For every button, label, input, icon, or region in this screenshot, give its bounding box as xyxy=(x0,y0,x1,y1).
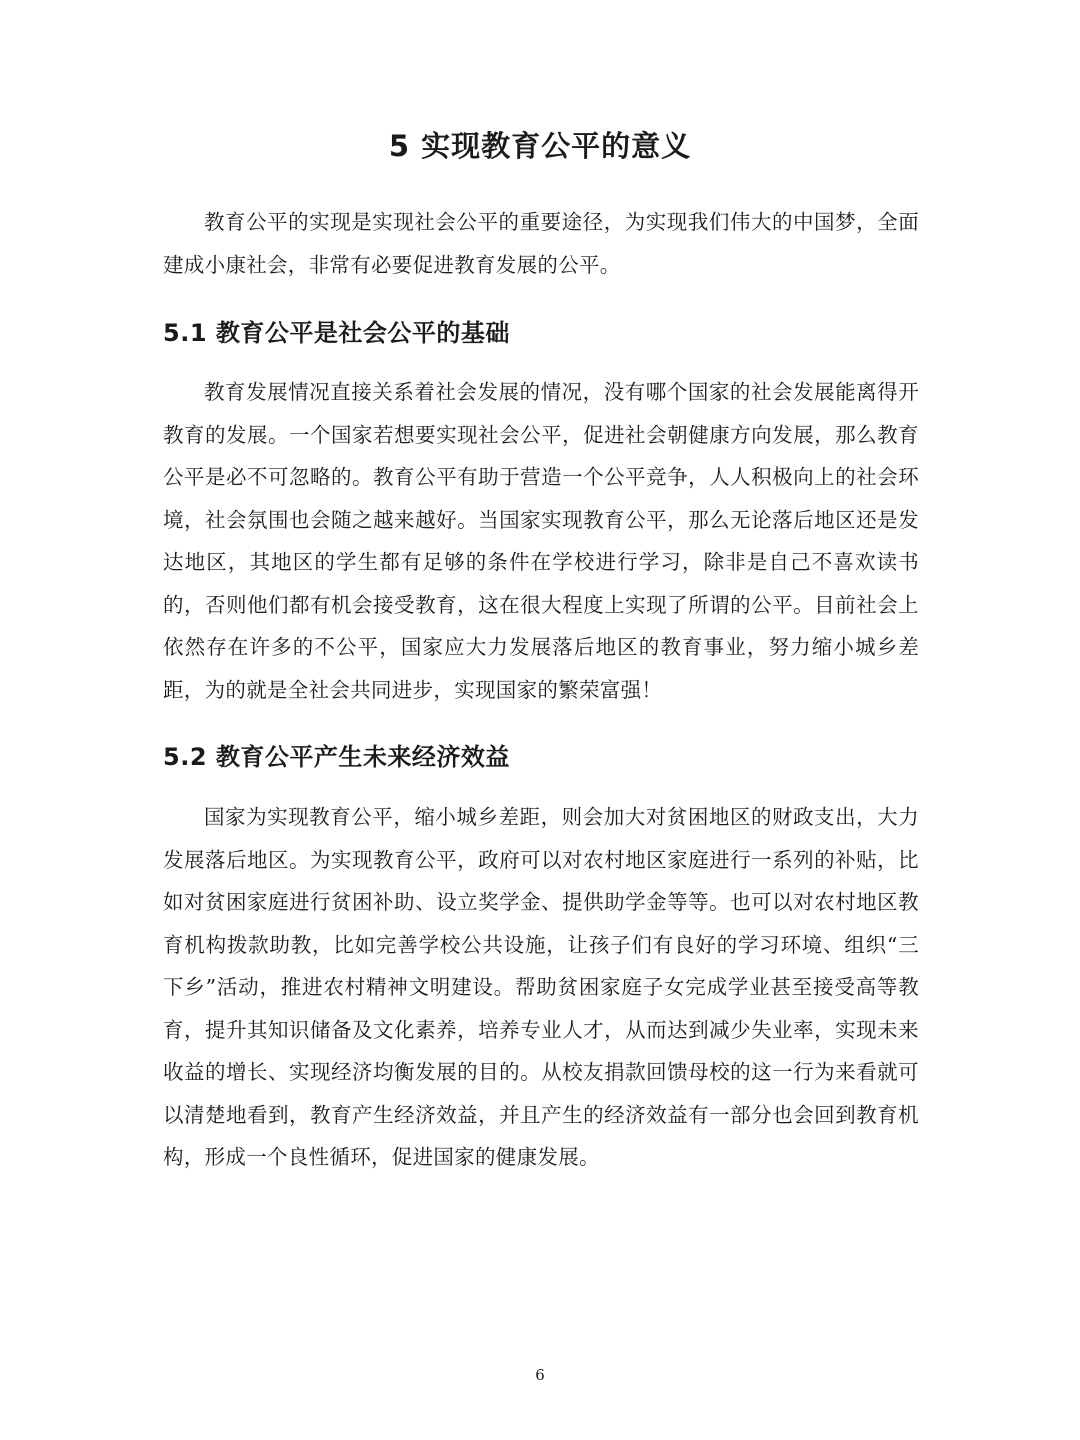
section-5-1-paragraph: 教育发展情况直接关系着社会发展的情况，没有哪个国家的社会发展能离得开教育的发展。一个国家若想要实现社会公平，促进社会朝健康方向发展，那么教育公平是必不可忽略的。教育公平有助于营造一个公平竞争，人人积极向上的社会环境，社会氛围也会随之越来越好。当国家实现教育公平，那么无论落后地区还是发达地区，其地区的学生都有足够的条件在学校进行学习，除非是自己不喜欢读书的，否则他们都有机会接受教育，这在很大程度上实现了所谓的公平。目前社会上依然存在许多的不公平，国家应大力发展落后地区的教育事业，努力缩小城乡差距，为的就是全社会共同进步，实现国家的繁荣富强！ xyxy=(163,380,919,702)
section-5-2-paragraph: 国家为实现教育公平，缩小城乡差距，则会加大对贫困地区的财政支出，大力发展落后地区。为实现教育公平，政府可以对农村地区家庭进行一系列的补贴，比如对贫困家庭进行贫困补助、设立奖学金、提供助学金等等。也可以对农村地区教育机构拨款助教，比如完善学校公共设施，让孩子们有良好的学习环境、组织“三下乡”活动，推进农村精神文明建设。帮助贫困家庭子女完成学业甚至接受高等教育，提升其知识储备及文化素养，培养专业人才，从而达到减少失业率，实现未来收益的增长、实现经济均衡发展的目的。从校友捐款回馈母校的这一行为来看就可以清楚地看到，教育产生经济效益，并且产生的经济效益有一部分也会回到教育机构，形成一个良性循环，促进国家的健康发展。 xyxy=(163,805,919,1169)
page-number: 6 xyxy=(535,1366,545,1384)
section-5-2-title: 5.2 教育公平产生未来经济效益 xyxy=(163,743,510,771)
section-5-1-title: 5.1 教育公平是社会公平的基础 xyxy=(163,319,510,347)
chapter-intro-paragraph: 教育公平的实现是实现社会公平的重要途径，为实现我们伟大的中国梦，全面建成小康社会，非常有必要促进教育发展的公平。 xyxy=(163,210,919,277)
chapter-title: 5 实现教育公平的意义 xyxy=(388,129,692,163)
